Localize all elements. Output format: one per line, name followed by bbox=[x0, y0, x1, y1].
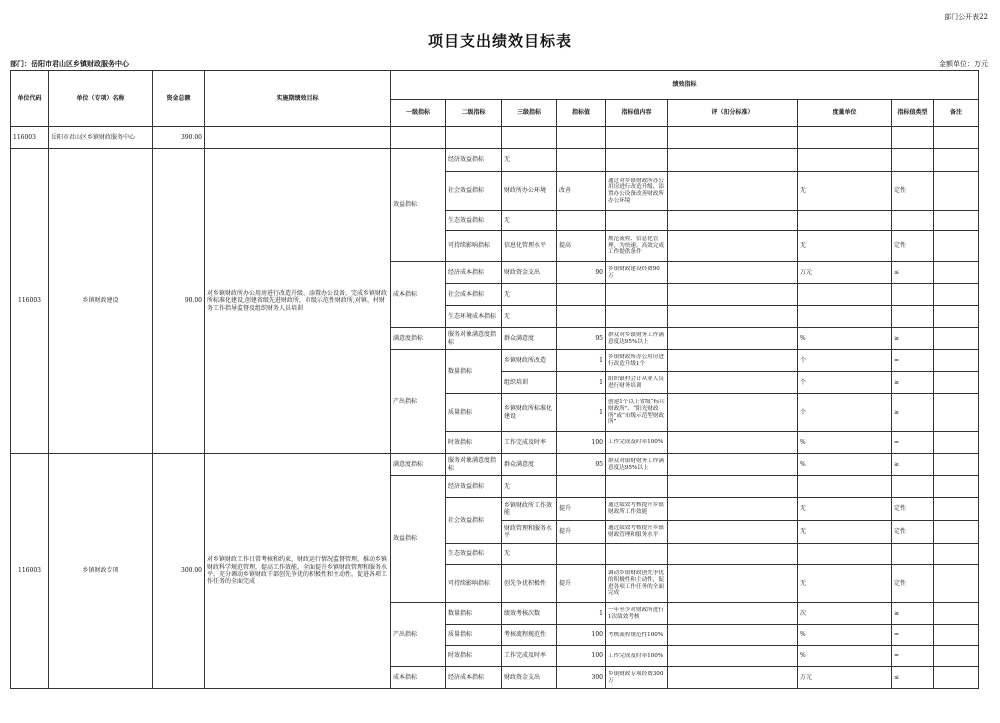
indicator-type: ≥ bbox=[892, 394, 934, 432]
indicator-l3: 群众满意度 bbox=[502, 328, 557, 350]
indicator-value: 1 bbox=[557, 350, 606, 372]
indicator-value: 提升 bbox=[557, 498, 606, 521]
indicator-l3: 财政资金支出 bbox=[502, 262, 557, 284]
indicator-content: 群众对乡镇财务工作满意度达95%以上 bbox=[606, 328, 668, 350]
indicator-value: 1 bbox=[557, 603, 606, 625]
indicator-content: 通过对乡镇财政所办公用房进行改造升级、添置办公设备改善财政所办公环境 bbox=[606, 172, 668, 211]
header-unit-code: 单位代码 bbox=[11, 71, 49, 127]
indicator-value: 提升 bbox=[557, 521, 606, 544]
header-unit-name: 单位（专项）名称 bbox=[49, 71, 153, 127]
indicator-content: 考核流程规范性100% bbox=[606, 625, 668, 646]
indicator-content bbox=[606, 544, 668, 565]
indicator-measure-unit bbox=[798, 306, 892, 328]
indicator-l3: 财政资金支出 bbox=[502, 667, 557, 689]
indicator-value: 100 bbox=[557, 646, 606, 667]
indicator-type: ≤ bbox=[892, 667, 934, 689]
indicator-content: 通过绩效考核提升乡镇财政所工作效能 bbox=[606, 498, 668, 521]
project2-fund: 300.00 bbox=[153, 454, 205, 689]
indicator-measure-unit: 无 bbox=[798, 565, 892, 603]
indicator-content: 规范流程、信息化管理，为快速、高效完成工作提供条件 bbox=[606, 231, 668, 262]
header-fund-total: 资金总额 bbox=[153, 71, 205, 127]
summary-code: 116003 bbox=[11, 127, 49, 149]
indicator-content: 乡镇财政所办公用房进行改造升级1个 bbox=[606, 350, 668, 372]
indicator-l3: 无 bbox=[502, 306, 557, 328]
project1-l2-quality: 质量指标 bbox=[446, 394, 502, 432]
indicator-l3: 绩效考核次数 bbox=[502, 603, 557, 625]
indicator-l3: 无 bbox=[502, 544, 557, 565]
header-row bbox=[11, 71, 979, 100]
table-row bbox=[11, 149, 979, 172]
indicator-measure-unit: 万元 bbox=[798, 262, 892, 284]
indicator-measure-unit: 个 bbox=[798, 372, 892, 394]
indicator-l2: 生态环境成本指标 bbox=[446, 306, 502, 328]
indicator-l3: 无 bbox=[502, 284, 557, 306]
indicator-measure-unit: % bbox=[798, 625, 892, 646]
indicator-l3: 无 bbox=[502, 211, 557, 231]
project2-l2-social: 社会效益指标 bbox=[446, 498, 502, 544]
indicator-l3: 乡镇财政所标准化建设 bbox=[502, 394, 557, 432]
indicator-measure-unit: % bbox=[798, 328, 892, 350]
indicator-measure-unit: % bbox=[798, 432, 892, 454]
indicator-value: 提升 bbox=[557, 565, 606, 603]
performance-table bbox=[10, 70, 979, 689]
indicator-type: = bbox=[892, 646, 934, 667]
indicator-content bbox=[606, 211, 668, 231]
header-level1: 一级指标 bbox=[391, 100, 446, 127]
project1-l2-quantity: 数量指标 bbox=[446, 350, 502, 394]
indicator-type: = bbox=[892, 432, 934, 454]
indicator-l3: 无 bbox=[502, 476, 557, 498]
project2-l1-benefit: 效益指标 bbox=[391, 476, 446, 603]
indicator-value: 改善 bbox=[557, 172, 606, 211]
indicator-l3: 信息化管理水平 bbox=[502, 231, 557, 262]
indicator-content: 群众对镇财财务工作满意度达95%以上 bbox=[606, 454, 668, 476]
indicator-l2: 可持续影响指标 bbox=[446, 565, 502, 603]
indicator-measure-unit bbox=[798, 211, 892, 231]
indicator-measure-unit bbox=[798, 149, 892, 172]
indicator-measure-unit: % bbox=[798, 454, 892, 476]
indicator-content: 组织镇村会计从业人员进行财务培训 bbox=[606, 372, 668, 394]
indicator-l3: 无 bbox=[502, 149, 557, 172]
project2-l1-satisfaction: 满意度指标 bbox=[391, 454, 446, 476]
indicator-value bbox=[557, 284, 606, 306]
indicator-value: 95 bbox=[557, 454, 606, 476]
header-level2: 二级指标 bbox=[446, 100, 502, 127]
indicator-l3: 工作完成及时率 bbox=[502, 432, 557, 454]
indicator-value: 100 bbox=[557, 432, 606, 454]
indicator-l2: 生态效益指标 bbox=[446, 211, 502, 231]
indicator-l3: 乡镇财政所工作效能 bbox=[502, 498, 557, 521]
project1-name: 乡镇财政建设 bbox=[49, 149, 153, 454]
indicator-l3: 群众满意度 bbox=[502, 454, 557, 476]
indicator-content: 工作完成及时率100% bbox=[606, 432, 668, 454]
indicator-value: 300 bbox=[557, 667, 606, 689]
department-label: 部门：岳阳市君山区乡镇财政服务中心 bbox=[10, 59, 129, 68]
header-remark: 备注 bbox=[934, 100, 979, 127]
indicator-value: 100 bbox=[557, 625, 606, 646]
project1-target: 对乡镇财政所办公用房进行改造升级、添置办公设备，完成乡镇财政所标准化建设,创建省级先进财政所，市级示范性财政所,对镇、村财务工作指导监督及组织财务人员培训 bbox=[205, 149, 391, 454]
indicator-l2: 时效指标 bbox=[446, 646, 502, 667]
indicator-l2: 经济效益指标 bbox=[446, 476, 502, 498]
indicator-l2: 生态效益指标 bbox=[446, 544, 502, 565]
summary-fund: 390.00 bbox=[153, 127, 205, 149]
indicator-l2: 可持续影响指标 bbox=[446, 231, 502, 262]
indicator-type: 定性 bbox=[892, 565, 934, 603]
indicator-l2: 质量指标 bbox=[446, 625, 502, 646]
corner-label: 部门公开表22 bbox=[944, 13, 988, 21]
indicator-l2: 经济成本指标 bbox=[446, 667, 502, 689]
indicator-l2: 服务对象满意度指标 bbox=[446, 328, 502, 350]
indicator-type bbox=[892, 211, 934, 231]
indicator-measure-unit: 个 bbox=[798, 350, 892, 372]
indicator-measure-unit: 无 bbox=[798, 172, 892, 211]
indicator-content: 创建1个以上省级“标兵财政所”、“阳光财政所”或“市级示范型财政所” bbox=[606, 394, 668, 432]
page-title: 项目支出绩效目标表 bbox=[427, 32, 572, 50]
indicator-value: 提高 bbox=[557, 231, 606, 262]
indicator-measure-unit bbox=[798, 544, 892, 565]
indicator-l3: 创先争优积极性 bbox=[502, 565, 557, 603]
indicator-content: 乡镇财政建设经费90万 bbox=[606, 262, 668, 284]
indicator-type bbox=[892, 149, 934, 172]
indicator-value: 1 bbox=[557, 372, 606, 394]
header-level3: 三级指标 bbox=[502, 100, 557, 127]
indicator-measure-unit: 无 bbox=[798, 231, 892, 262]
project1-l1-output: 产出指标 bbox=[391, 350, 446, 454]
header-target: 实施期绩效目标 bbox=[205, 71, 391, 127]
indicator-measure-unit: 万元 bbox=[798, 667, 892, 689]
indicator-type: ≥ bbox=[892, 328, 934, 350]
indicator-content: 乡镇财政专项经费300万 bbox=[606, 667, 668, 689]
indicator-content: 通过绩效考核提升乡镇财政管理和服务水平 bbox=[606, 521, 668, 544]
indicator-type bbox=[892, 306, 934, 328]
indicator-l3: 乡镇财政所改造 bbox=[502, 350, 557, 372]
indicator-value bbox=[557, 306, 606, 328]
indicator-measure-unit bbox=[798, 476, 892, 498]
indicator-content bbox=[606, 476, 668, 498]
indicator-measure-unit: 个 bbox=[798, 394, 892, 432]
indicator-content: 一年至少对财政所进行1次绩效考核 bbox=[606, 603, 668, 625]
indicator-type: ≥ bbox=[892, 603, 934, 625]
indicator-content bbox=[606, 149, 668, 172]
indicator-l3: 工作完成及时率 bbox=[502, 646, 557, 667]
project2-l1-output: 产出指标 bbox=[391, 603, 446, 667]
indicator-measure-unit: 次 bbox=[798, 603, 892, 625]
indicator-type: ≥ bbox=[892, 454, 934, 476]
indicator-value bbox=[557, 211, 606, 231]
project2-l1-cost: 成本指标 bbox=[391, 667, 446, 689]
indicator-type bbox=[892, 476, 934, 498]
indicator-type: ≤ bbox=[892, 262, 934, 284]
project2-code: 116003 bbox=[11, 454, 49, 689]
indicator-content bbox=[606, 306, 668, 328]
project1-l1-cost: 成本指标 bbox=[391, 262, 446, 328]
header-scoring: 评（扣分标准） bbox=[668, 100, 798, 127]
indicator-l3: 财政管理和服务水平 bbox=[502, 521, 557, 544]
indicator-type: ≥ bbox=[892, 372, 934, 394]
summary-name: 岳阳市君山区乡镇财政服务中心 bbox=[49, 127, 153, 149]
project1-l1-satisfaction: 满意度指标 bbox=[391, 328, 446, 350]
indicator-measure-unit: 无 bbox=[798, 521, 892, 544]
summary-row bbox=[11, 127, 979, 149]
header-value: 指标值 bbox=[557, 100, 606, 127]
project1-fund: 90.00 bbox=[153, 149, 205, 454]
indicator-l2: 数量指标 bbox=[446, 603, 502, 625]
header-indicators: 绩效指标 bbox=[391, 71, 979, 100]
indicator-type: 定性 bbox=[892, 172, 934, 211]
project2-target: 对乡镇财政工作日常考核和约束、财政运行情况监督管理，推动乡镇财政科学规范管理，提高工作效能，全面提升乡镇财政管理和服务水平，充分调动乡镇财政干部创先争优的积极性和主动性，促进各项工作任务的全面完成 bbox=[205, 454, 391, 689]
indicator-type: = bbox=[892, 350, 934, 372]
indicator-type: 定性 bbox=[892, 231, 934, 262]
indicator-type bbox=[892, 544, 934, 565]
indicator-l3: 组织培训 bbox=[502, 372, 557, 394]
indicator-content: 工作完成及时率100% bbox=[606, 646, 668, 667]
indicator-l2: 时效指标 bbox=[446, 432, 502, 454]
indicator-l3: 财政所办公环境 bbox=[502, 172, 557, 211]
indicator-measure-unit bbox=[798, 284, 892, 306]
indicator-value: 1 bbox=[557, 394, 606, 432]
indicator-l2: 社会成本指标 bbox=[446, 284, 502, 306]
indicator-value: 95 bbox=[557, 328, 606, 350]
project1-code: 116003 bbox=[11, 149, 49, 454]
header-type: 指标值类型 bbox=[892, 100, 934, 127]
indicator-content: 调动乡镇财政创先争优的积极性和主动性，促进各项工作任务的全面完成 bbox=[606, 565, 668, 603]
indicator-l2: 经济效益指标 bbox=[446, 149, 502, 172]
indicator-l2: 社会效益指标 bbox=[446, 172, 502, 211]
indicator-value bbox=[557, 149, 606, 172]
indicator-l3: 考核流程规范性 bbox=[502, 625, 557, 646]
header-content: 指标值内容 bbox=[606, 100, 668, 127]
indicator-measure-unit: 无 bbox=[798, 498, 892, 521]
indicator-l2: 经济成本指标 bbox=[446, 262, 502, 284]
indicator-type: = bbox=[892, 625, 934, 646]
unit-label: 金额单位：万元 bbox=[939, 60, 988, 68]
indicator-content bbox=[606, 284, 668, 306]
indicator-type: 定性 bbox=[892, 498, 934, 521]
header-measure-unit: 度量单位 bbox=[798, 100, 892, 127]
table-row bbox=[11, 454, 979, 476]
indicator-value bbox=[557, 476, 606, 498]
indicator-measure-unit: % bbox=[798, 646, 892, 667]
project2-name: 乡镇财政专项 bbox=[49, 454, 153, 689]
indicator-type bbox=[892, 284, 934, 306]
indicator-type: 定性 bbox=[892, 521, 934, 544]
indicator-l2: 服务对象满意度指标 bbox=[446, 454, 502, 476]
project1-l1-benefit: 效益指标 bbox=[391, 149, 446, 262]
indicator-value bbox=[557, 544, 606, 565]
indicator-value: 90 bbox=[557, 262, 606, 284]
